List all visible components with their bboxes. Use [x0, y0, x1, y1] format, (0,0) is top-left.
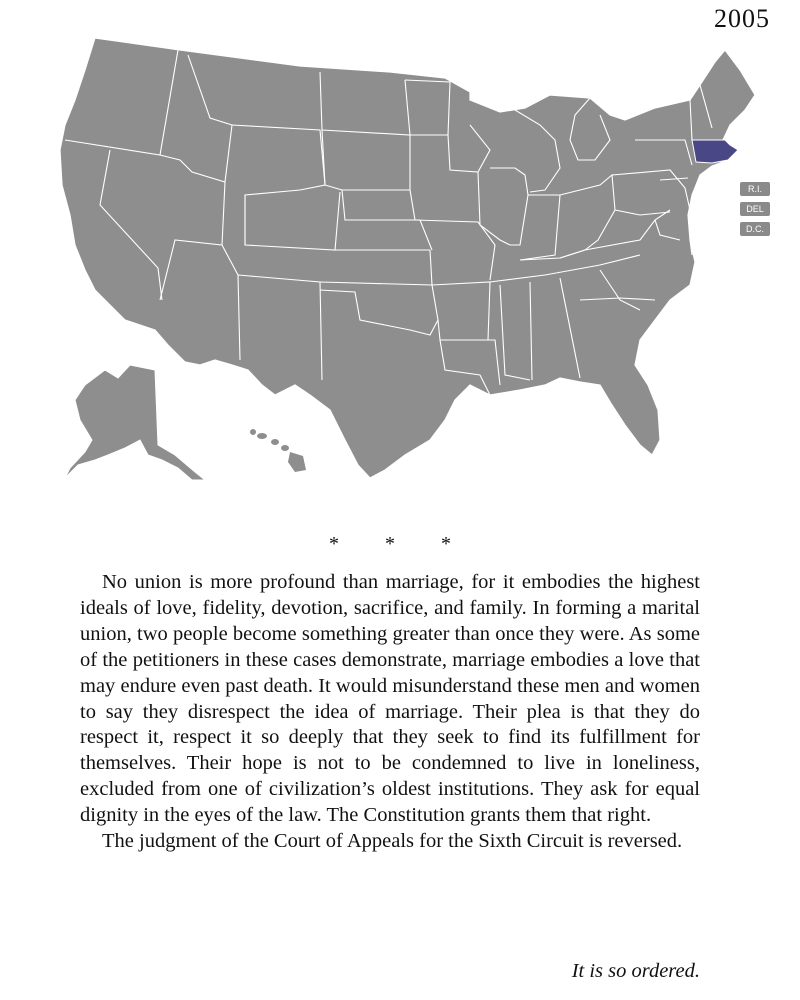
small-state-button-dc[interactable]: D.C.	[740, 222, 770, 236]
signoff: It is so ordered.	[571, 960, 700, 982]
state-hawaii[interactable]	[250, 429, 306, 472]
state-massachusetts[interactable]	[692, 140, 738, 163]
small-state-button-del[interactable]: DEL	[740, 202, 770, 216]
paragraph-conclusion: No union is more profound than marriage, for it embodies the highest ideals of love, fidelity, devotion, sacrifice, and family. In forming a marital union, two people become something greater than once they were. As some of the petitioners in these cases demonstrate, marriage embodies a love that may endure even past death. It would misunderstand these men and women to say they disrespect the idea of marriage. Their plea is that they do respect it, respect it so deeply that they seek to find its fulfillment for themselves. Their hope is not to be condemned to live in loneliness, excluded from one of civilization’s oldest institutions. They ask for equal dignity in the eyes of the law. The Constitution grants them that right.	[80, 571, 700, 827]
state-alaska[interactable]	[65, 365, 205, 480]
year-label: 2005	[714, 4, 770, 33]
section-separator: * * *	[329, 533, 451, 555]
paragraph-judgment: The judgment of the Court of Appeals for the Sixth Circuit is reversed.	[102, 830, 683, 853]
small-state-button-ri[interactable]: R.I.	[740, 182, 770, 196]
opinion-text	[80, 570, 700, 855]
